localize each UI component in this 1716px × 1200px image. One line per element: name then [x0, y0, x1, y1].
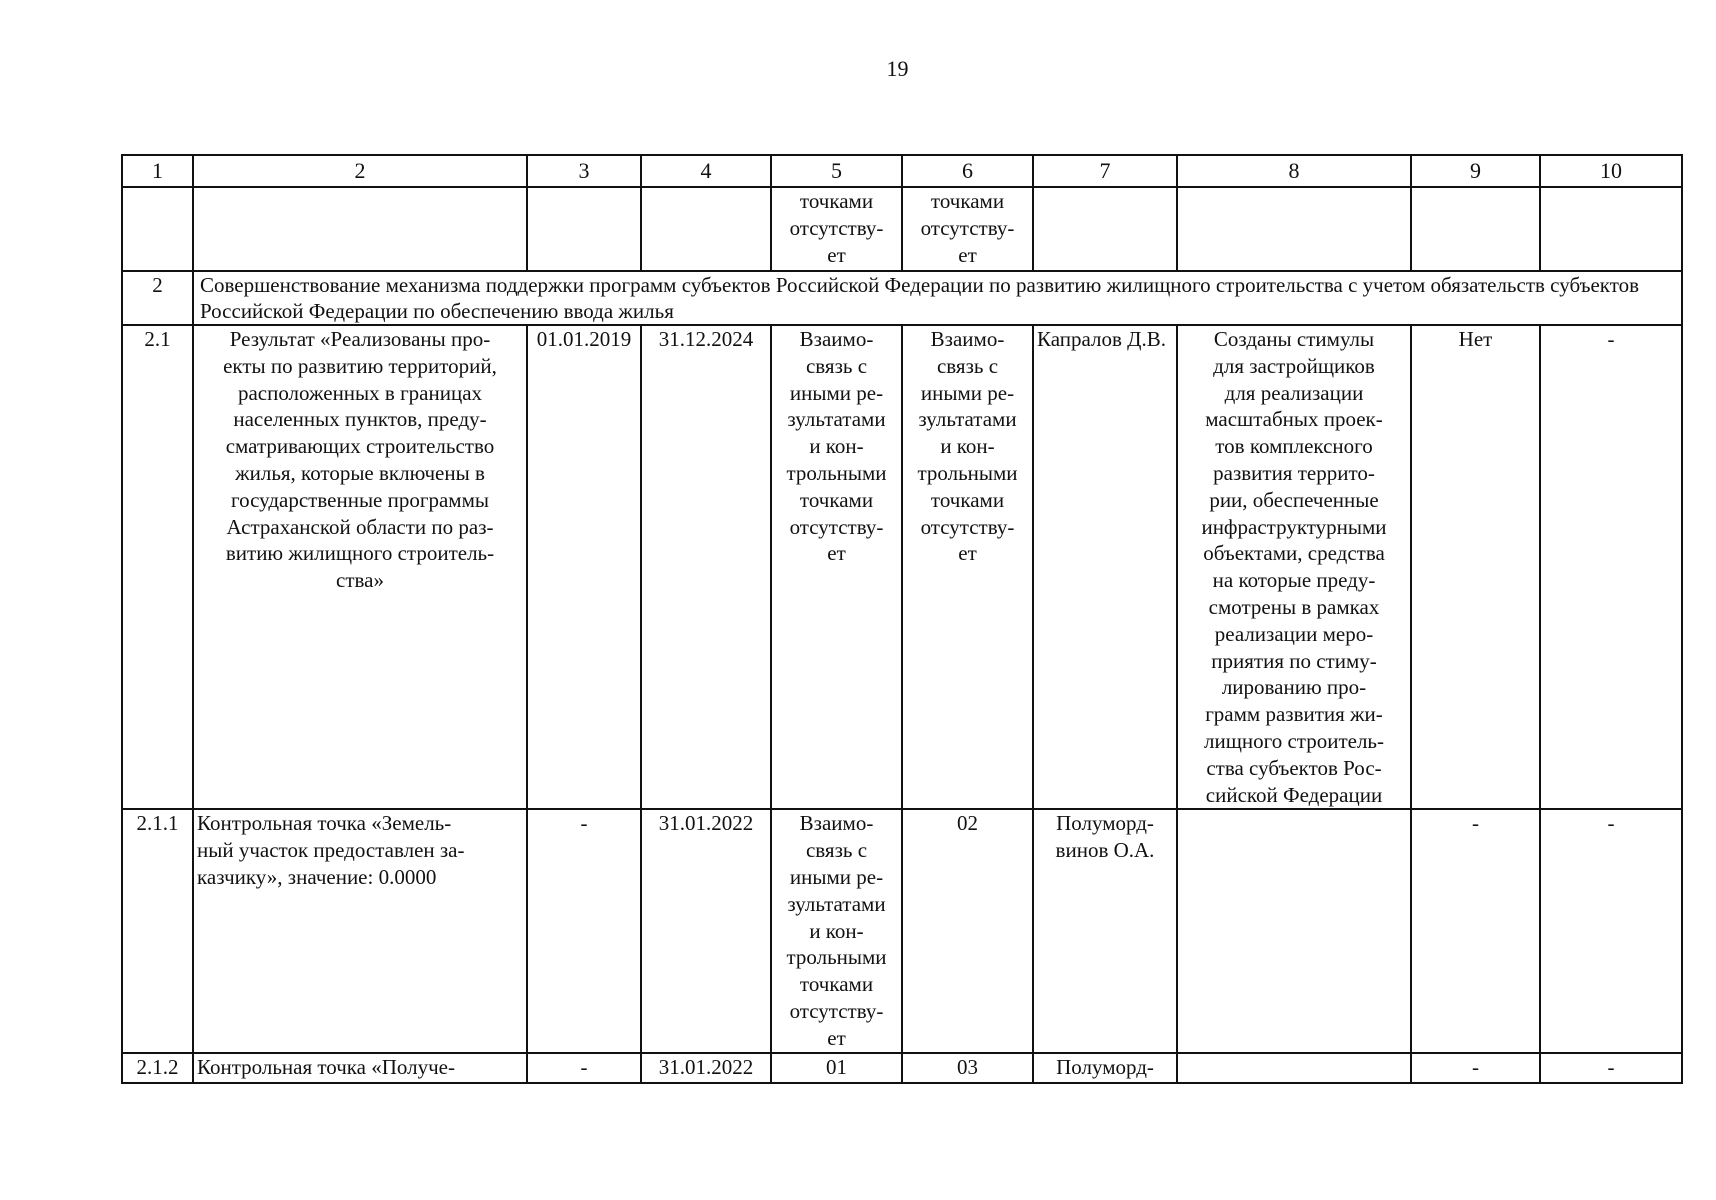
row-name: Контрольная точка «Земель- ный участок предоставлен за- казчику», значение: 0.0000: [193, 809, 527, 1053]
table-cell: [1033, 187, 1177, 271]
responsible-cell: Полуморд-: [1033, 1053, 1177, 1083]
section-title: Совершенствование механизма поддержки программ субъектов Российской Федерации по развитию жилищного строительства с учетом обязательств субъектов Российской Федерации по обеспечению ввода жилья: [193, 271, 1682, 325]
section-row: [122, 271, 1682, 325]
end-date: 31.12.2024: [641, 325, 771, 809]
responsible-cell: Капралов Д.В.: [1033, 325, 1177, 809]
table-cell: [527, 187, 641, 271]
header-cell: 7: [1033, 155, 1177, 187]
result-cell: Созданы стимулы для застройщиков для реализации масштабных проек- тов комплексного развития террито- рии, обеспеченные инфраструктурными объектами, средства на которые преду- смотрены в рамках реализации меро- приятия по стиму- лированию про- грамм развития жи- лищного строитель- ства субъектов Рос- сийской Федерации: [1177, 325, 1411, 809]
predecessor-cell: Взаимо- связь с иными ре- зультатами и кон- трольными точками отсутству- ет: [771, 325, 902, 809]
col9-cell: Нет: [1411, 325, 1540, 809]
header-cell: 1: [122, 155, 193, 187]
end-date: 31.01.2022: [641, 1053, 771, 1083]
table-cell: [1540, 187, 1682, 271]
col10-cell: -: [1540, 325, 1682, 809]
col10-cell: -: [1540, 809, 1682, 1053]
row-number: 2.1.1: [122, 809, 193, 1053]
table-row: [122, 809, 1682, 1053]
table-row: [122, 325, 1682, 809]
start-date: 01.01.2019: [527, 325, 641, 809]
section-number: 2: [122, 271, 193, 325]
predecessor-cell: Взаимо- связь с иными ре- зультатами и кон- трольными точками отсутству- ет: [771, 809, 902, 1053]
header-cell: 10: [1540, 155, 1682, 187]
row-name: Контрольная точка «Получе-: [193, 1053, 527, 1083]
successor-cell: 03: [902, 1053, 1033, 1083]
successor-cell: Взаимо- связь с иными ре- зультатами и кон- трольными точками отсутству- ет: [902, 325, 1033, 809]
end-date: 31.01.2022: [641, 809, 771, 1053]
page-number: 19: [886, 56, 909, 81]
predecessor-cell: точками отсутству- ет: [771, 187, 902, 271]
header-row: [122, 155, 1682, 187]
plan-table: [121, 154, 1683, 1084]
result-cell: [1177, 809, 1411, 1053]
header-cell: 8: [1177, 155, 1411, 187]
row-number: 2.1.2: [122, 1053, 193, 1083]
predecessor-cell: 01: [771, 1053, 902, 1083]
table-row: [122, 1053, 1682, 1083]
start-date: -: [527, 1053, 641, 1083]
successor-cell: 02: [902, 809, 1033, 1053]
row-number: 2.1: [122, 325, 193, 809]
header-cell: 5: [771, 155, 902, 187]
successor-cell: точками отсутству- ет: [902, 187, 1033, 271]
header-cell: 3: [527, 155, 641, 187]
table-cell: [1177, 187, 1411, 271]
responsible-cell: Полуморд- винов О.А.: [1033, 809, 1177, 1053]
continuation-row: [122, 187, 1682, 271]
table-cell: [122, 187, 193, 271]
table-cell: [641, 187, 771, 271]
header-cell: 6: [902, 155, 1033, 187]
table-cell: [193, 187, 527, 271]
result-cell: [1177, 1053, 1411, 1083]
start-date: -: [527, 809, 641, 1053]
header-cell: 9: [1411, 155, 1540, 187]
header-cell: 4: [641, 155, 771, 187]
col9-cell: -: [1411, 1053, 1540, 1083]
table-cell: [1411, 187, 1540, 271]
header-cell: 2: [193, 155, 527, 187]
row-name: Результат «Реализованы про- екты по развитию территорий, расположенных в границах населенных пунктов, преду- сматривающих строительство жилья, которые включены в государственные программы Астраханской области по раз- витию жилищного строитель- ства»: [193, 325, 527, 809]
col9-cell: -: [1411, 809, 1540, 1053]
col10-cell: -: [1540, 1053, 1682, 1083]
